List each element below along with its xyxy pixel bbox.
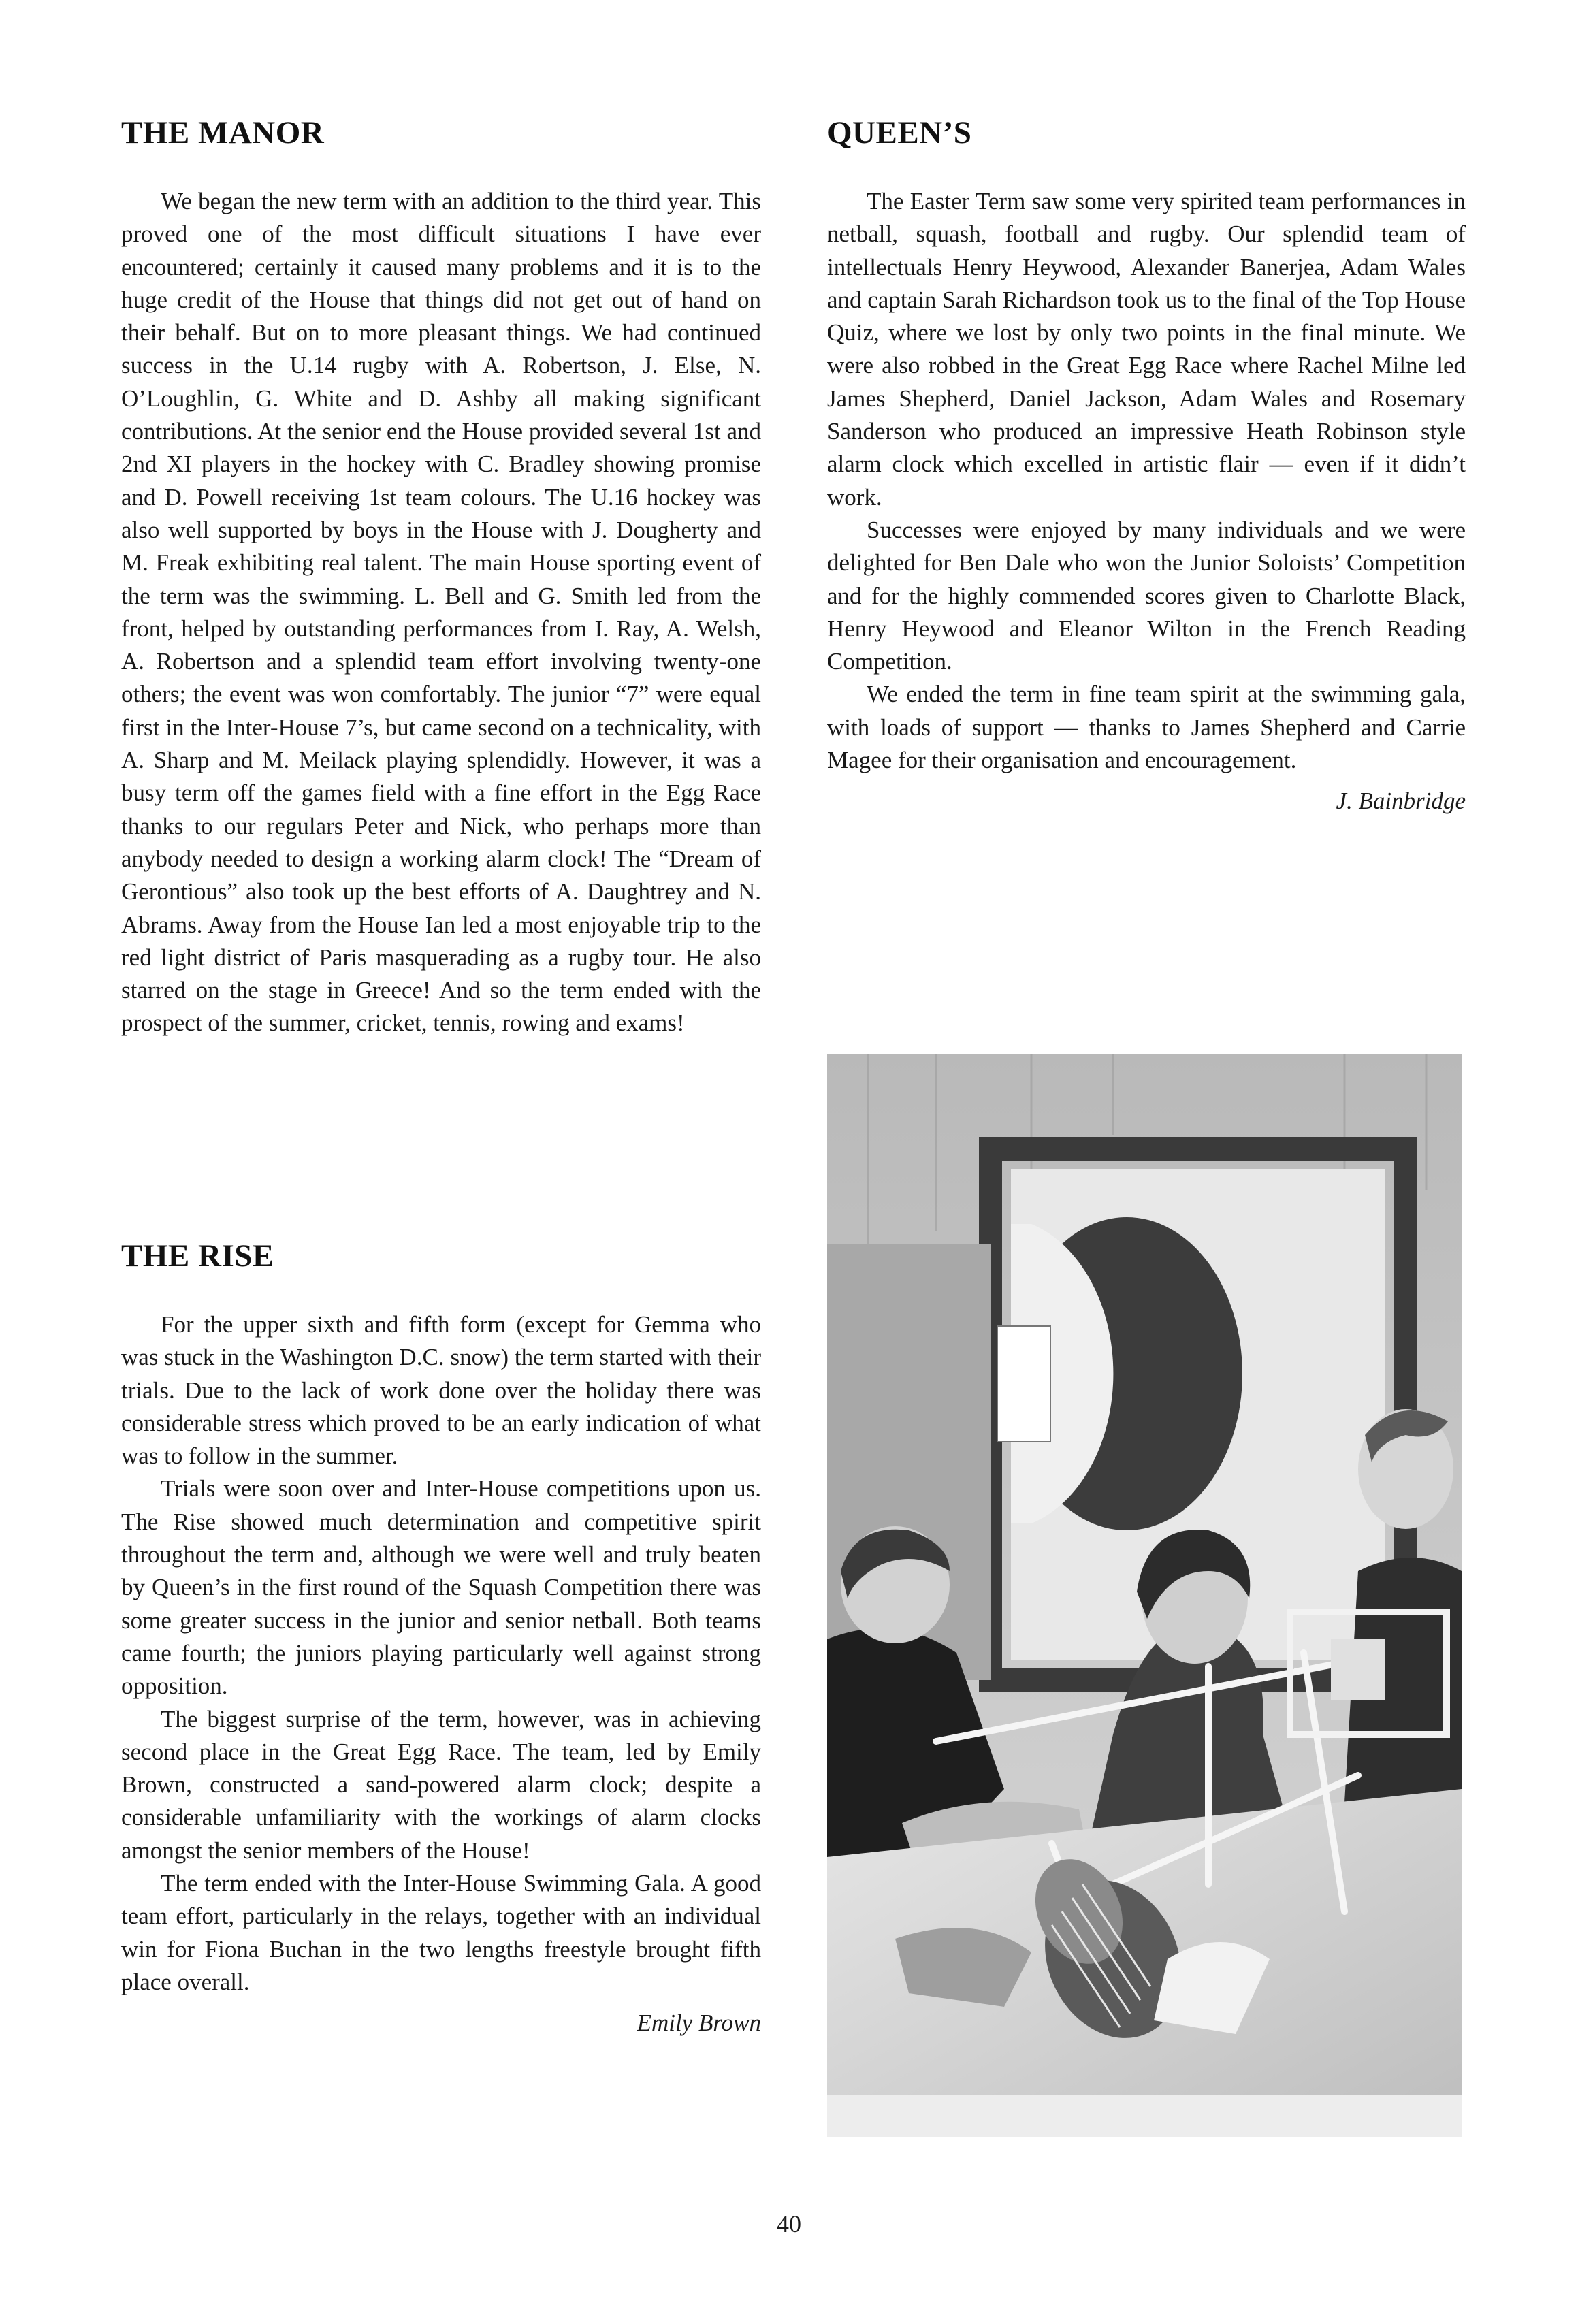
- page-number: 40: [777, 2210, 801, 2238]
- photo-scene: [827, 1054, 1462, 2137]
- manor-paragraph: We began the new term with an addition to the third year. This proved one of the most difficult situations I have ever encountered; certainly it caused many problems and it is to the huge credit of the House that things did not get out of hand on their behalf. But on to more pleasant things. We had continued success in the U.14 rugby with A. Robertson, J. Else, N. O’Loughlin, G. White and D. Ashby all making significant contributions. At the senior end the House provided several 1st and 2nd XI players in the hockey with C. Bradley showing promise and D. Powell receiving 1st team colours. The U.16 hockey was also well supported by boys in the House with J. Dougherty and M. Freak exhibiting real talent. The main House sporting event of the term was the swimming. L. Bell and G. Smith led from the front, helped by outstanding performances from I. Ray, A. Welsh, A. Robertson and a splendid team effort involving twenty-one others; the event was won comfortably. The junior “7” were equal first in the Inter-House 7’s, but came second on a technicality, with A. Sharp and M. Meilack playing splendidly. However, it was a busy term off the games field with a fine effort in the Egg Race thanks to our regulars Peter and Nick, who perhaps more than anybody needed to design a working alarm clock! The “Dream of Gerontious” also took up the best efforts of A. Daughtrey and N. Abrams. Away from the House Ian led a most enjoyable trip to the red light district of Paris masquerading as a rugby tour. He also starred on the stage in Greece! And so the term ended with the prospect of the summer, cricket, tennis, rowing and exams!: [121, 188, 761, 1037]
- queens-signature: J. Bainbridge: [1336, 788, 1466, 815]
- rise-paragraph-3: The biggest surprise of the term, however, was in achieving second place in the Great Egg Race. The team, led by Emily Brown, constructed a sand-powered alarm clock; despite a considerable unfamiliarity with the workings of alarm clocks amongst the senior members of the House!: [121, 1705, 761, 1864]
- queens-paragraph-3: We ended the term in fine team spirit at the swimming gala, with loads of support — thanks to James Shepherd and Carrie Magee for their organisation and encouragement.: [827, 681, 1466, 774]
- manor-section: [121, 114, 761, 1040]
- great-egg-race-photo: [827, 1054, 1462, 2137]
- manor-heading: THE MANOR: [121, 115, 325, 150]
- rise-heading: THE RISE: [121, 1238, 274, 1274]
- rise-paragraph-4: The term ended with the Inter-House Swimming Gala. A good team effort, particularly in the relays, together with an individual win for Fiona Buchan in the two lengths freestyle brought fifth place overall.: [121, 1870, 761, 1995]
- rise-paragraph-2: Trials were soon over and Inter-House competitions upon us. The Rise showed much determination and competitive spirit throughout the term and, although we were well and truly beaten by Queen’s in the first round of the Squash Competition there was some greater success in the junior and senior netball. Both teams came fourth; the juniors playing particularly well against strong opposition.: [121, 1475, 761, 1700]
- queens-heading: QUEEN’S: [827, 115, 972, 150]
- queens-paragraph-2: Successes were enjoyed by many individuals and we were delighted for Ben Dale who won the Junior Soloists’ Competition and for the highly commended scores given to Charlotte Black, Henry Heywood and Eleanor Wilton in the French Reading Competition.: [827, 516, 1466, 675]
- rise-section: [121, 1238, 761, 2039]
- queens-section: [827, 114, 1466, 818]
- queens-paragraph-1: The Easter Term saw some very spirited team performances in netball, squash, football and rugby. Our splendid team of intellectuals Henry Heywood, Alexander Banerjea, Adam Wales and captain Sarah Richardson took us to the final of the Top House Quiz, where we lost by only two points in the final minute. We were also robbed in the Great Egg Race where Rachel Milne led James Shepherd, Daniel Jackson, Adam Wales and Rosemary Sanderson who produced an impressive Heath Robinson style alarm clock which excelled in artistic flair — even if it didn’t work.: [827, 188, 1466, 511]
- rise-signature: Emily Brown: [637, 2010, 761, 2037]
- rise-paragraph-1: For the upper sixth and fifth form (except for Gemma who was stuck in the Washington D.C. snow) the term started with their trials. Due to the lack of work done over the holiday there was considerable stress which proved to be an early indication of what was to follow in the summer.: [121, 1311, 761, 1470]
